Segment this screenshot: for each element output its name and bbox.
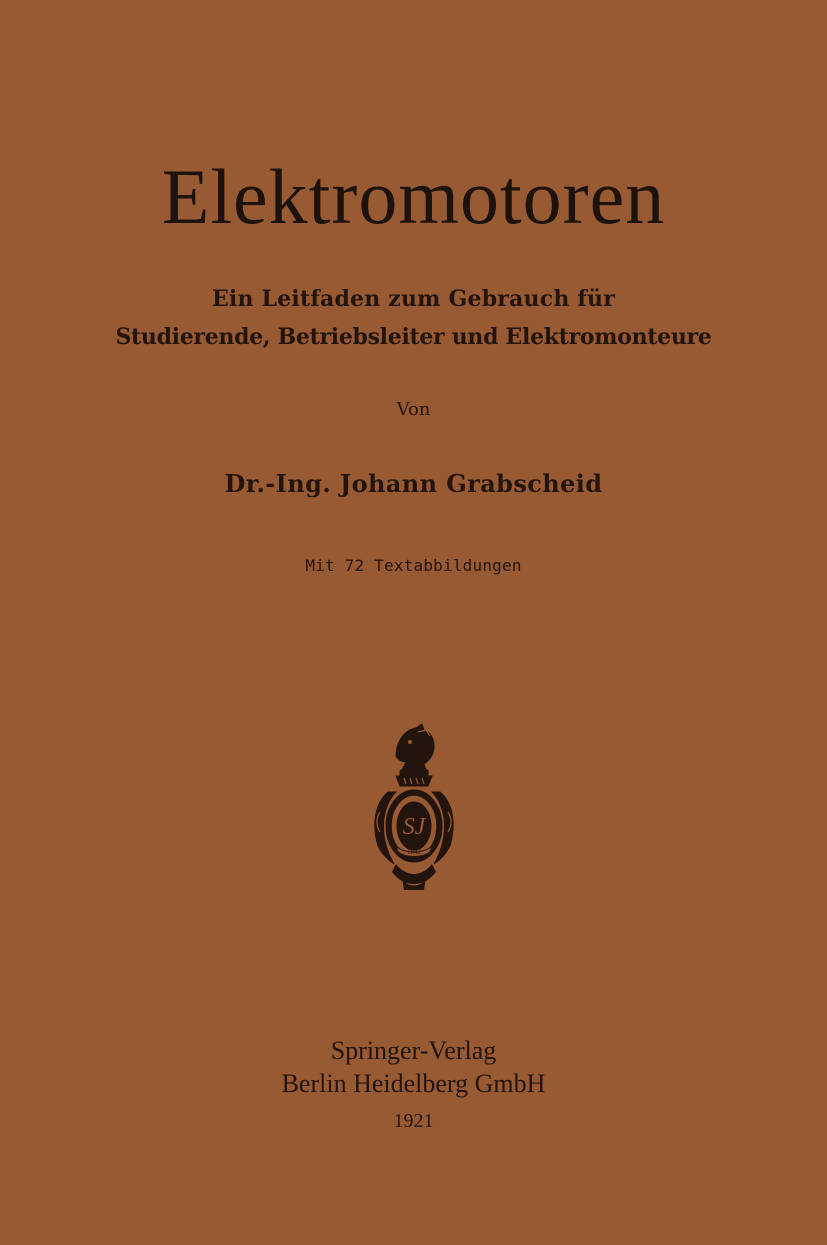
springer-knight-emblem-icon: [366, 722, 462, 892]
author-name: Dr.-Ing. Johann Grabscheid: [224, 469, 603, 498]
publication-year: 1921: [393, 1110, 434, 1132]
subtitle-line-2: Studierende, Betriebsleiter und Elektromonteure: [115, 324, 712, 350]
emblem-year: 1842: [407, 848, 421, 856]
publisher-location: Berlin Heidelberg GmbH: [281, 1069, 546, 1098]
figures-note: Mit 72 Textabbildungen: [305, 556, 522, 575]
by-label: Von: [396, 399, 431, 420]
emblem-monogram: SJ: [402, 814, 426, 840]
book-title: Elektromotoren: [161, 153, 666, 240]
subtitle-line-1: Ein Leitfaden zum Gebrauch für: [211, 286, 616, 312]
publisher-name: Springer-Verlag: [330, 1036, 497, 1065]
